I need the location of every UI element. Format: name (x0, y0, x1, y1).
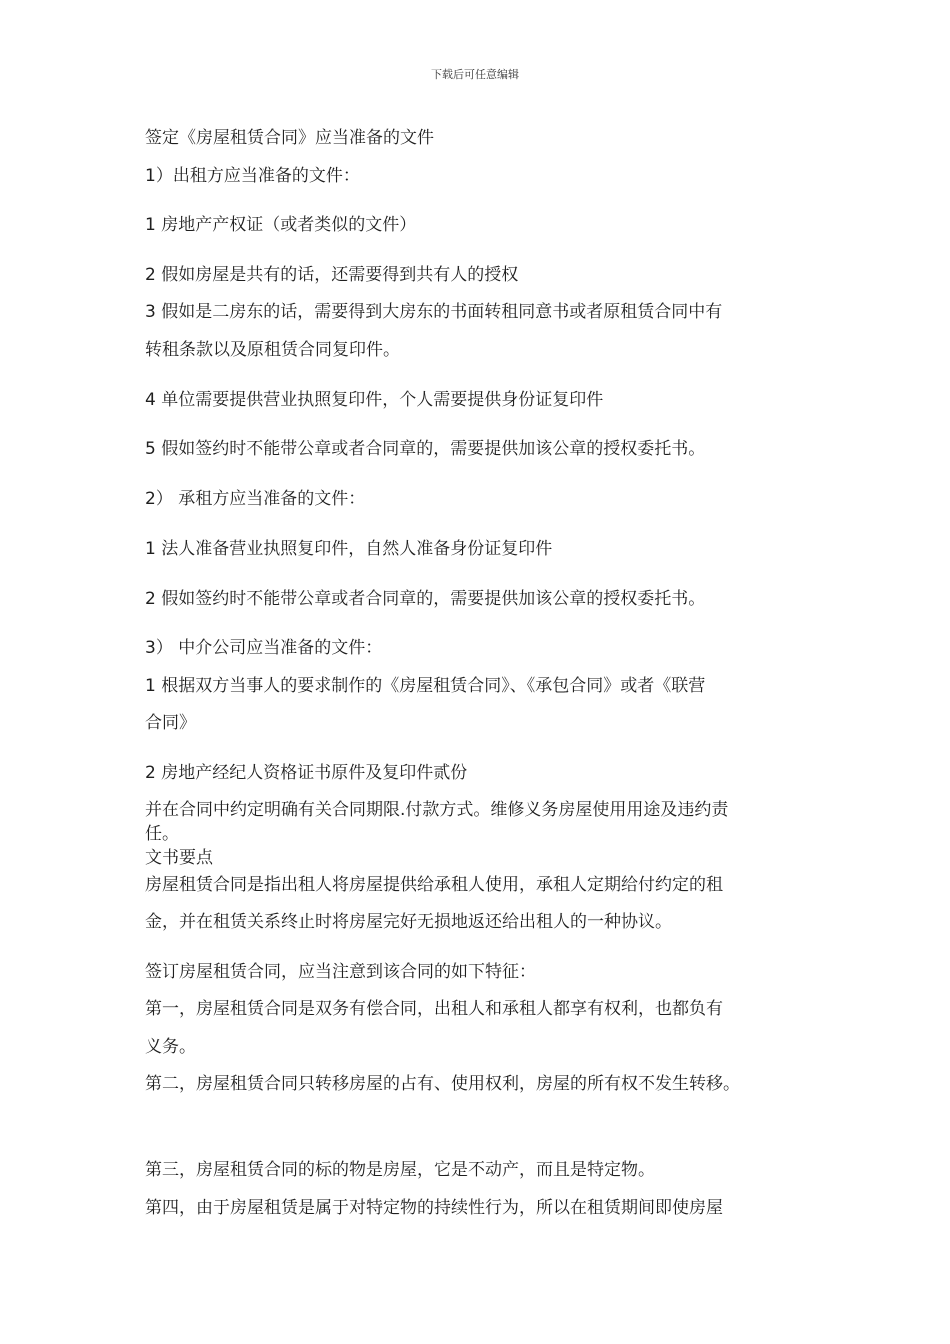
page-header: 下载后可任意编辑 (431, 68, 519, 81)
paragraph-line: 第一，房屋租赁合同是双务有偿合同，出租人和承租人都享有权利，也都负有 (145, 999, 723, 1019)
paragraph-line: 第四，由于房屋租赁是属于对特定物的持续性行为，所以在租赁期间即使房屋 (145, 1198, 723, 1218)
paragraph-line: 转租条款以及原租赁合同复印件。 (145, 340, 400, 360)
paragraph-line: 2） 承租方应当准备的文件： (145, 489, 366, 509)
paragraph-line: 1 根据双方当事人的要求制作的《房屋租赁合同》、《承包合同》或者《联营 (145, 676, 706, 696)
paragraph-line: 1 房地产产权证（或者类似的文件） (145, 215, 417, 235)
paragraph-line: 1）出租方应当准备的文件： (145, 166, 360, 186)
paragraph-line: 房屋租赁合同是指出租人将房屋提供给承租人使用，承租人定期给付约定的租 (145, 875, 723, 895)
paragraph-line: 并在合同中约定明确有关合同期限.付款方式。维修义务房屋使用用途及违约责 (145, 800, 729, 820)
paragraph-line: 任。 (145, 824, 179, 844)
paragraph-line: 5 假如签约时不能带公章或者合同章的，需要提供加该公章的授权委托书。 (145, 439, 706, 459)
section-heading: 文书要点 (145, 848, 213, 868)
paragraph-line: 3） 中介公司应当准备的文件： (145, 638, 383, 658)
paragraph-line: 1 法人准备营业执照复印件，自然人准备身份证复印件 (145, 539, 553, 559)
paragraph-line: 合同》 (145, 713, 196, 733)
paragraph-line: 4 单位需要提供营业执照复印件，个人需要提供身份证复印件 (145, 390, 604, 410)
paragraph-line: 2 房地产经纪人资格证书原件及复印件贰份 (145, 763, 468, 783)
paragraph-line: 签订房屋租赁合同，应当注意到该合同的如下特征： (145, 962, 536, 982)
paragraph-line: 2 假如签约时不能带公章或者合同章的，需要提供加该公章的授权委托书。 (145, 589, 706, 609)
paragraph-line: 金，并在租赁关系终止时将房屋完好无损地返还给出租人的一种协议。 (145, 912, 672, 932)
document-title: 签定《房屋租赁合同》应当准备的文件 (145, 128, 434, 148)
paragraph-line: 第二，房屋租赁合同只转移房屋的占有、使用权利，房屋的所有权不发生转移。 (145, 1074, 740, 1094)
paragraph-line: 2 假如房屋是共有的话，还需要得到共有人的授权 (145, 265, 519, 285)
paragraph-line: 第三，房屋租赁合同的标的物是房屋，它是不动产，而且是特定物。 (145, 1160, 655, 1180)
paragraph-line: 义务。 (145, 1037, 196, 1057)
paragraph-line: 3 假如是二房东的话，需要得到大房东的书面转租同意书或者原租赁合同中有 (145, 302, 723, 322)
